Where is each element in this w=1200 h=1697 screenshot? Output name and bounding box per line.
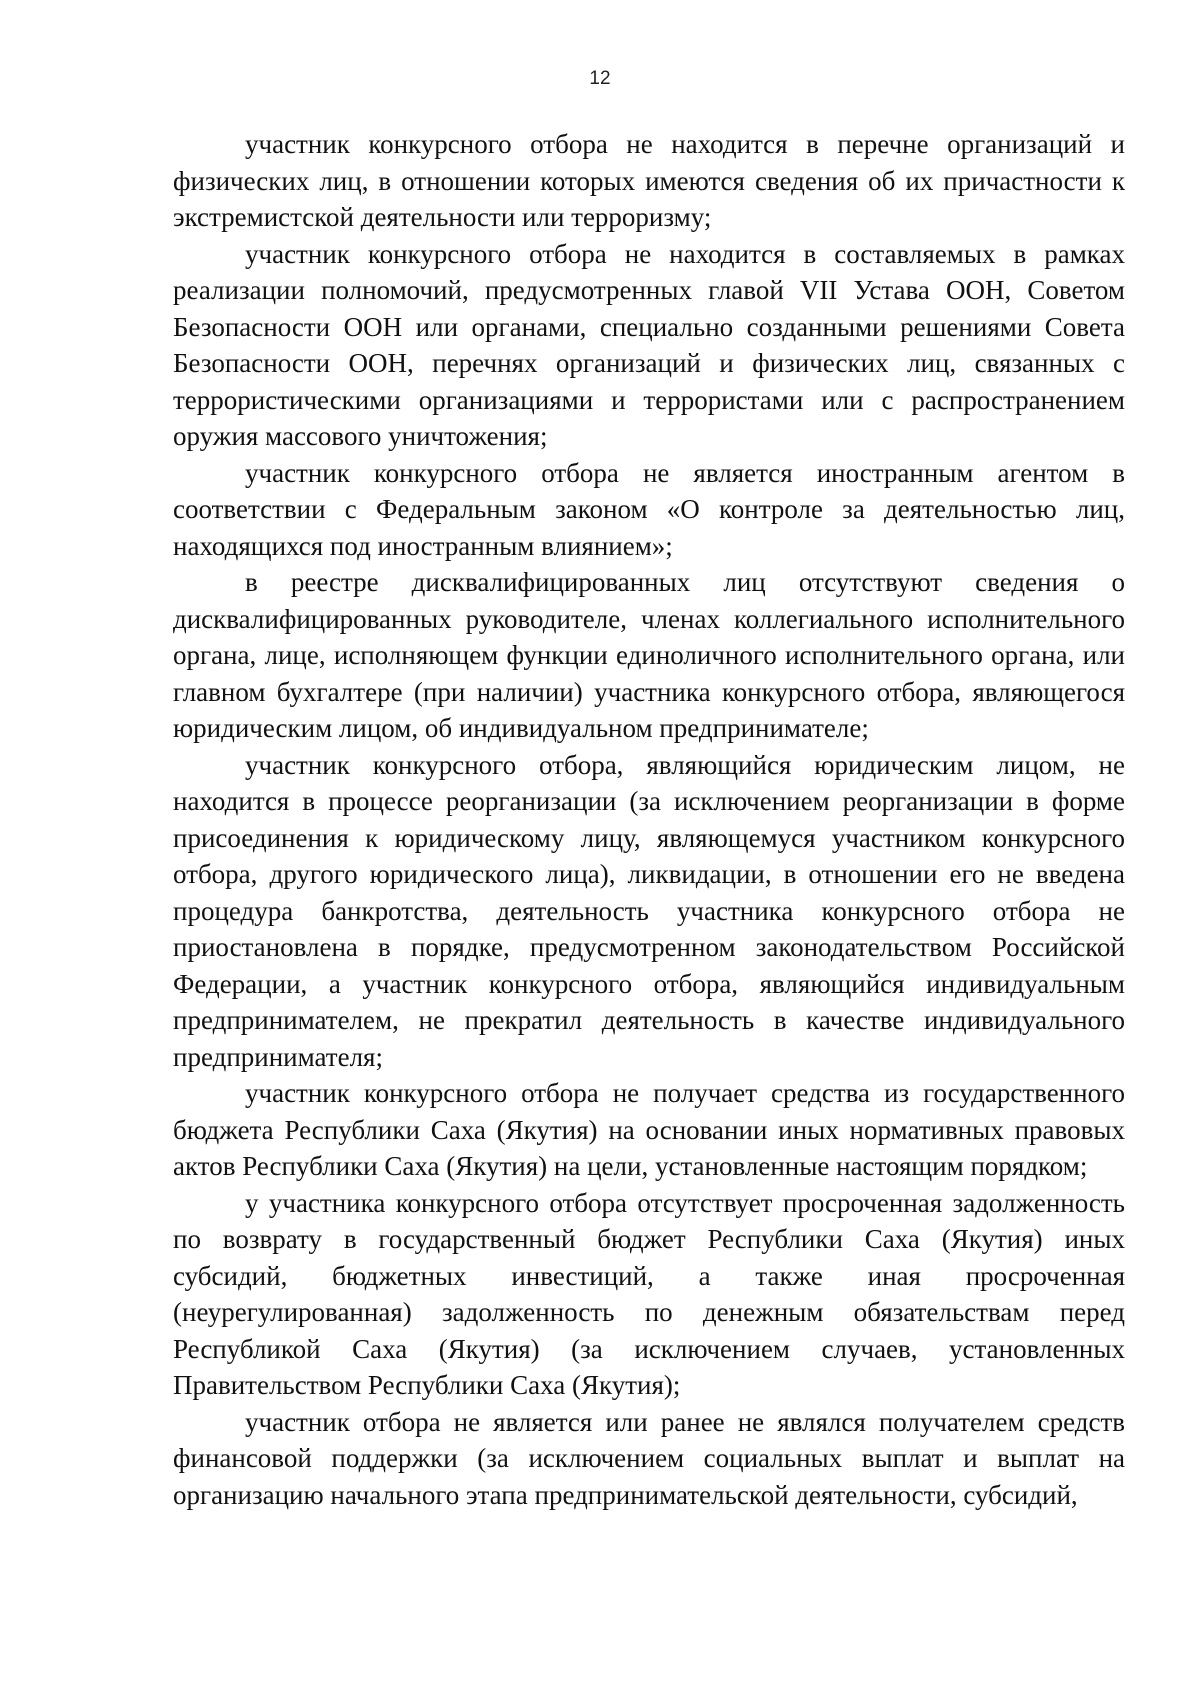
document-body xyxy=(173,126,1125,1513)
paragraph-no-other-budget-funds: участник конкурсного отбора не получает средства из государственного бюджета Республики Саха (Якутия) на основании иных нормативных правовых актов Республики Саха (Якутия) на цели, установленные настоящим порядком; xyxy=(173,1078,1125,1181)
paragraph-foreign-agent: участник конкурсного отбора не является иностранным агентом в соответствии с Федеральным законом «О контроле за деятельностью лиц, находящихся под иностранным влиянием»; xyxy=(173,457,1125,561)
paragraph-un-security-council-list: участник конкурсного отбора не находится в составляемых в рамках реализации полномочий, предусмотренных главой VII Устава ООН, Советом Безопасности ООН или органами, специально созданными решениями Совета Безопасности ООН, перечнях организаций и физических лиц, связанных с террористическими организациями и террористами или с распространением оружия массового уничтожения; xyxy=(173,238,1125,451)
paragraph-no-overdue-debt: у участника конкурсного отбора отсутствует просроченная задолженность по возврату в государственный бюджет Республики Саха (Якутия) иных субсидий, бюджетных инвестиций, а также иная просроченная (неурегулированная) задолженность по денежным обязательствам перед Республикой Саха (Якутия) (за исключением случаев, установленных Правительством Республики Саха (Якутия); xyxy=(173,1187,1125,1400)
page-number: 12 xyxy=(589,68,611,89)
paragraph-extremism-list: участник конкурсного отбора не находится в перечне организаций и физических лиц, в отношении которых имеются сведения об их причастности к экстремистской деятельности или терроризму; xyxy=(173,129,1125,232)
paragraph-disqualified-persons: в реестре дисквалифицированных лиц отсутствуют сведения о дисквалифицированных руководителе, членах коллегиального исполнительного органа, лице, исполняющем функции единоличного исполнительного органа, или главном бухгалтере (при наличии) участника конкурсного отбора, являющегося юридическим лицом, об индивидуальном предпринимателе; xyxy=(173,567,1125,743)
paragraph-reorganization-liquidation: участник конкурсного отбора, являющийся юридическим лицом, не находится в процессе реорганизации (за исключением реорганизации в форме присоединения к юридическому лицу, являющемуся участником конкурсного отбора, другого юридического лица), ликвидации, в отношении его не введена процедура банкротства, деятельность участника конкурсного отбора не приостановлена в порядке, предусмотренном законодательством Российской Федерации, а участник конкурсного отбора, являющийся индивидуальным предпринимателем, не прекратил деятельность в качестве индивидуального предпринимателя; xyxy=(173,749,1125,1072)
paragraph-prior-financial-support: участник отбора не является или ранее не являлся получателем средств финансовой поддержки (за исключением социальных выплат и выплат на организацию начального этапа предпринимательской деятельности, субсидий, xyxy=(173,1406,1125,1510)
